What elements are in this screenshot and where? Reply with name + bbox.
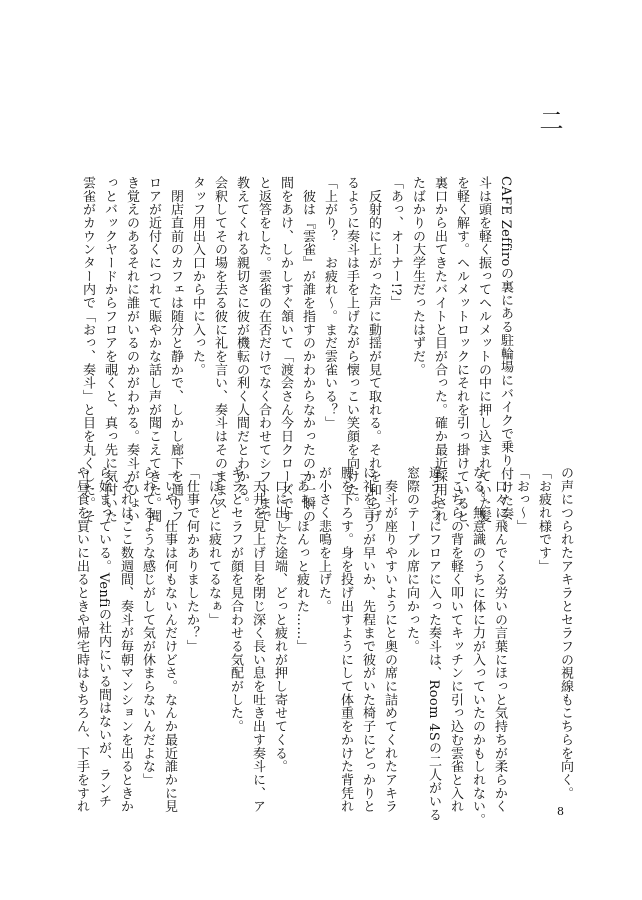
text-line: 奏斗が座りやすいようにと奥の席に詰めてくれたアキラ bbox=[382, 466, 397, 814]
text-line: を軽く解す。ヘルメットロックにそれを引っ掛けていると、 bbox=[454, 176, 469, 537]
text-line: 窓際のテーブル席に向かった。 bbox=[404, 466, 419, 653]
text-block-top bbox=[80, 176, 514, 537]
text-line: られてるような感じがして気が休まらないんだよな」 bbox=[140, 466, 155, 787]
text-line: 斗は頭を軽く振ってヘルメットの中に押し込まれていた髪 bbox=[476, 176, 491, 524]
text-line: 「おっ～」 bbox=[514, 466, 529, 533]
text-line: なる。無意識のうちに体に力が入っていたのかもしれない。 bbox=[470, 466, 485, 827]
text-line: や昼食を買いに出るときや帰宅時はもちろん、下手をすれ bbox=[74, 466, 89, 814]
page-number: 8 bbox=[557, 805, 564, 818]
text-line: 口々に飛んでくる労いの言葉にほっと気持ちが柔らかく bbox=[492, 466, 507, 814]
text-line: ロアが近付くにつれて賑やかな話し声が聞こえてきた。聞 bbox=[146, 176, 161, 524]
text-line: 間をあけ、しかしすぐ頷いて「渡会さん今日クローズです」 bbox=[278, 176, 293, 537]
text-line: 「上がり？ お疲れ～。まだ雲雀いる？」 bbox=[322, 176, 337, 430]
text-line: と返答をした。雲雀の在否だけでなく合わせてシフトまで bbox=[256, 176, 271, 524]
text-line: 口に出した途端、どっと疲れが押し寄せてくる。 bbox=[272, 466, 287, 774]
text-line: き覚えのあるそれに誰がいるのかがわかる。奏斗がひょい bbox=[124, 176, 139, 524]
text-line: に礼を言うが早いか、先程まで彼がいた椅子にどっかりと bbox=[360, 466, 375, 814]
text-line: 「あぁ、ほんっと疲れた……」 bbox=[294, 466, 309, 653]
text-line: 裏口から出てきたバイトと目が合った。確か最近採用され bbox=[432, 176, 447, 524]
text-line: 雲雀がカウンター内で「おっ、奏斗」と目を丸くした。そ bbox=[80, 176, 95, 524]
text-line: 「仕事で何かありましたか？」 bbox=[184, 466, 199, 653]
text-line: 「お疲れ様です」 bbox=[536, 466, 551, 573]
text-line: 反射的に上がった声に動揺が見て取れる。それを和らげ bbox=[366, 176, 381, 524]
text-line: CAFE Zeffiroの裏にある駐輪場にバイクで乗り付けた奏 bbox=[498, 176, 513, 521]
chapter-title: 二 bbox=[535, 108, 563, 138]
text-line: るように奏斗は手を上げながら懐っこい笑顔を向けた。 bbox=[344, 176, 359, 510]
text-line: 閉店直前のカフェは随分と静かで、しかし廊下を通りフ bbox=[168, 176, 183, 524]
text-line: 会釈してその場を去る彼に礼を言い、奏斗はそのままス bbox=[212, 176, 227, 510]
text-line: っとバックヤードからフロアを覗くと、真っ先に気付いた bbox=[102, 176, 117, 524]
text-line: タッフ用出入口から中に入った。 bbox=[190, 176, 205, 377]
text-line: たばかりの大学生だったはずだ。 bbox=[410, 176, 425, 377]
text-block-bottom bbox=[74, 466, 574, 827]
text-line: こちらの背を軽く叩いてキッチンに引っ込む雲雀と入れ bbox=[448, 466, 463, 814]
text-line: 「あっ、オーナー!?」 bbox=[388, 176, 403, 310]
text-line: 違うようにフロアに入った奏斗は、Room 4Sの二人がいる bbox=[426, 466, 441, 822]
text-line: 教えてくれる親切さに彼が機転の利く人間だとわかる。 bbox=[234, 176, 249, 510]
text-line: 「ほんとに疲れてるなぁ」 bbox=[206, 466, 221, 627]
text-line: の声につられたアキラとセラフの視線もこちらを向く。 bbox=[558, 466, 573, 800]
text-line: が小さく悲鳴を上げた。 bbox=[316, 466, 331, 613]
text-line: それはここ数週間、奏斗が毎朝マンションを出るときか bbox=[118, 466, 133, 814]
text-line: 天井を見上げ目を閉じ深く長い息を吐き出す奏斗に、ア bbox=[250, 466, 265, 814]
text-line: 彼は『雲雀』が誰を指すのかわからなかったのか一瞬の bbox=[300, 176, 315, 524]
text-line: キラとセラフが顔を見合わせる気配がした。 bbox=[228, 466, 243, 733]
text-line: ら始まっている。Venfiの社内にいる間はないが、ランチ bbox=[96, 466, 111, 809]
text-line: 「いや、仕事は何もないんだけどさ。なんか最近誰かに見 bbox=[162, 466, 177, 814]
text-line: 腰を下ろす。身を投げ出すようにして体重をかけた背凭れ bbox=[338, 466, 353, 814]
